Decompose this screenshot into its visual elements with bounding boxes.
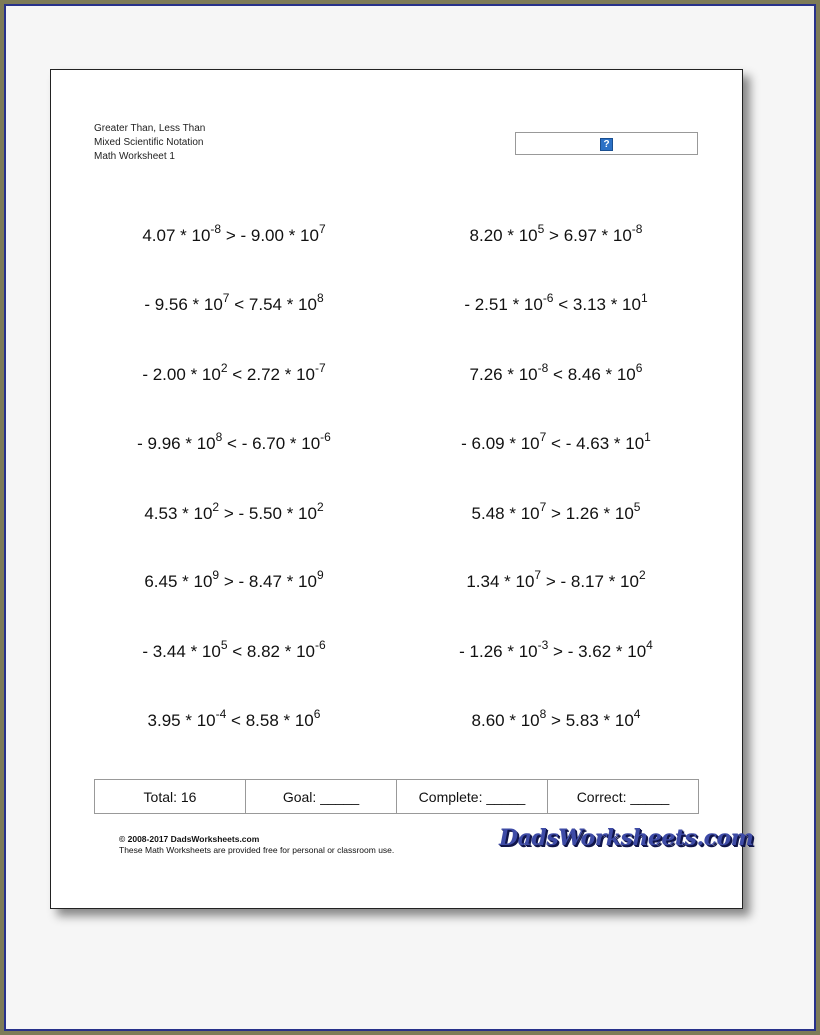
times-ten-b: * 10 xyxy=(286,295,317,314)
exponent-a: 7 xyxy=(534,568,542,582)
times-ten-a: * 10 xyxy=(507,642,538,661)
coefficient-a: 4.53 xyxy=(144,504,178,523)
times-ten-b: * 10 xyxy=(610,295,641,314)
times-ten-b: * 10 xyxy=(284,365,315,384)
comparison-operator: < xyxy=(232,642,243,661)
problem-15 xyxy=(89,707,379,733)
coefficient-a: 1.34 xyxy=(466,572,500,591)
exponent-b: -8 xyxy=(631,222,643,236)
coefficient-b: 5.83 xyxy=(565,711,599,730)
comparison-operator: < xyxy=(553,365,563,384)
times-ten-b: * 10 xyxy=(603,711,634,730)
comparison-operator: > xyxy=(551,504,561,523)
goal-cell: Goal: _____ xyxy=(246,780,397,813)
coefficient-b: - 8.17 xyxy=(560,572,604,591)
coefficient-a: - 3.44 xyxy=(142,642,186,661)
coefficient-a: 6.45 xyxy=(144,572,178,591)
times-ten-b: * 10 xyxy=(601,226,632,245)
comparison-operator: < xyxy=(558,295,569,314)
exponent-b: -6 xyxy=(320,430,331,444)
coefficient-a: - 1.26 xyxy=(459,642,503,661)
exponent-b: 7 xyxy=(318,222,326,236)
coefficient-b: 8.46 xyxy=(567,365,601,384)
coefficient-b: - 5.50 xyxy=(238,504,282,523)
exponent-a: 8 xyxy=(215,430,223,444)
exponent-a: 7 xyxy=(539,430,547,444)
exponent-b: 9 xyxy=(316,568,324,582)
times-ten-a: * 10 xyxy=(512,295,543,314)
coefficient-b: - 3.62 xyxy=(567,642,612,661)
comparison-operator: < xyxy=(227,434,237,453)
exponent-b: 4 xyxy=(633,707,641,721)
problem-12 xyxy=(411,568,701,594)
times-ten-a: * 10 xyxy=(504,572,535,591)
times-ten-a: * 10 xyxy=(190,642,221,661)
coefficient-a: 8.20 xyxy=(469,226,503,245)
problem-1 xyxy=(89,222,379,248)
coefficient-b: 1.26 xyxy=(565,504,599,523)
exponent-b: 6 xyxy=(635,361,643,375)
exponent-b: 1 xyxy=(640,291,648,305)
exponent-a: 2 xyxy=(220,361,228,375)
problem-9 xyxy=(89,500,379,526)
problem-11 xyxy=(89,568,379,594)
times-ten-b: * 10 xyxy=(284,642,315,661)
exponent-b: 2 xyxy=(316,500,324,514)
exponent-b: 1 xyxy=(644,430,651,444)
comparison-operator: > xyxy=(223,504,234,523)
comparison-operator: < xyxy=(234,295,245,314)
exponent-b: 6 xyxy=(313,707,321,721)
comparison-operator: > xyxy=(545,572,556,591)
exponent-a: -8 xyxy=(210,222,222,236)
worksheet-header xyxy=(94,122,205,164)
total-cell: Total: 16 xyxy=(95,780,246,813)
times-ten-a: * 10 xyxy=(509,711,540,730)
coefficient-b: 8.82 xyxy=(246,642,280,661)
coefficient-a: - 2.00 xyxy=(142,365,186,384)
header-line-2: Mixed Scientific Notation xyxy=(94,137,204,148)
problem-13 xyxy=(89,638,379,664)
exponent-b: -6 xyxy=(314,638,326,652)
exponent-a: 8 xyxy=(539,707,547,721)
correct-cell: Correct: _____ xyxy=(576,788,670,805)
coefficient-b: - 9.00 xyxy=(240,226,284,245)
problem-10 xyxy=(411,500,701,526)
complete-cell: Complete: _____ xyxy=(397,780,548,813)
coefficient-b: 8.58 xyxy=(245,711,279,730)
exponent-a: 7 xyxy=(539,500,547,514)
exponent-a: -8 xyxy=(537,361,549,375)
times-ten-a: * 10 xyxy=(509,434,540,453)
times-ten-b: * 10 xyxy=(286,572,317,591)
exponent-b: 8 xyxy=(316,291,324,305)
coefficient-a: - 9.56 xyxy=(144,295,188,314)
exponent-b: -7 xyxy=(314,361,326,375)
times-ten-a: * 10 xyxy=(507,226,538,245)
copyright-notice xyxy=(119,834,394,856)
score-table xyxy=(94,779,699,814)
coefficient-a: - 9.96 xyxy=(137,434,181,453)
answer-key-box xyxy=(515,132,698,155)
coefficient-a: 3.95 xyxy=(147,711,181,730)
times-ten-b: * 10 xyxy=(608,572,639,591)
exponent-a: 7 xyxy=(222,291,230,305)
coefficient-b: 7.54 xyxy=(248,295,282,314)
comparison-operator: > xyxy=(553,642,563,661)
header-line-1: Greater Than, Less Than xyxy=(94,123,206,134)
problem-14 xyxy=(411,638,701,664)
header-line-3: Math Worksheet 1 xyxy=(94,151,175,162)
exponent-a: 9 xyxy=(212,568,220,582)
exponent-b: 5 xyxy=(633,500,641,514)
times-ten-a: * 10 xyxy=(192,295,223,314)
coefficient-b: - 4.63 xyxy=(565,434,610,453)
coefficient-a: 4.07 xyxy=(142,226,176,245)
comparison-operator: > xyxy=(549,226,559,245)
problem-6 xyxy=(411,361,701,387)
times-ten-a: * 10 xyxy=(190,365,221,384)
times-ten-b: * 10 xyxy=(605,365,636,384)
copyright-line-1: © 2008-2017 DadsWorksheets.com xyxy=(119,834,260,844)
comparison-operator: > xyxy=(551,711,561,730)
problem-3 xyxy=(89,291,379,317)
coefficient-a: - 6.09 xyxy=(461,434,505,453)
problem-5 xyxy=(89,361,379,387)
exponent-a: -3 xyxy=(537,638,549,652)
times-ten-a: * 10 xyxy=(507,365,538,384)
exponent-a: -6 xyxy=(542,291,554,305)
comparison-operator: > xyxy=(223,572,234,591)
coefficient-a: - 2.51 xyxy=(464,295,508,314)
times-ten-b: * 10 xyxy=(613,434,645,453)
coefficient-b: 6.97 xyxy=(563,226,597,245)
comparison-operator: < xyxy=(232,365,243,384)
times-ten-b: * 10 xyxy=(286,504,317,523)
exponent-b: 2 xyxy=(638,568,646,582)
times-ten-b: * 10 xyxy=(288,226,319,245)
coefficient-b: - 8.47 xyxy=(238,572,282,591)
times-ten-a: * 10 xyxy=(185,711,216,730)
coefficient-a: 8.60 xyxy=(471,711,505,730)
problem-2 xyxy=(411,222,701,248)
times-ten-a: * 10 xyxy=(180,226,211,245)
times-ten-a: * 10 xyxy=(182,504,213,523)
problem-4 xyxy=(411,291,701,317)
coefficient-b: - 6.70 xyxy=(241,434,286,453)
times-ten-b: * 10 xyxy=(615,642,647,661)
times-ten-b: * 10 xyxy=(289,434,321,453)
times-ten-a: * 10 xyxy=(182,572,213,591)
comparison-operator: < xyxy=(231,711,241,730)
comparison-operator: < xyxy=(551,434,561,453)
exponent-a: 2 xyxy=(212,500,220,514)
dadsworksheets-logo[interactable]: DadsWorksheets.com xyxy=(499,825,754,851)
coefficient-b: 2.72 xyxy=(246,365,280,384)
exponent-a: 5 xyxy=(537,222,545,236)
worksheet-page xyxy=(50,69,754,909)
problem-16 xyxy=(411,707,701,733)
problem-7 xyxy=(89,430,379,456)
problem-8 xyxy=(411,430,701,456)
coefficient-a: 7.26 xyxy=(469,365,503,384)
copyright-line-2: These Math Worksheets are provided free for personal or classroom use. xyxy=(119,845,395,855)
coefficient-b: 3.13 xyxy=(572,295,606,314)
times-ten-b: * 10 xyxy=(603,504,634,523)
times-ten-b: * 10 xyxy=(283,711,314,730)
exponent-a: -4 xyxy=(215,707,227,721)
exponent-a: 5 xyxy=(220,638,228,652)
comparison-operator: > xyxy=(225,226,236,245)
times-ten-a: * 10 xyxy=(509,504,540,523)
qr-code-icon[interactable]: ? xyxy=(600,138,613,151)
exponent-b: 4 xyxy=(646,638,653,652)
times-ten-a: * 10 xyxy=(185,434,216,453)
coefficient-a: 5.48 xyxy=(471,504,505,523)
